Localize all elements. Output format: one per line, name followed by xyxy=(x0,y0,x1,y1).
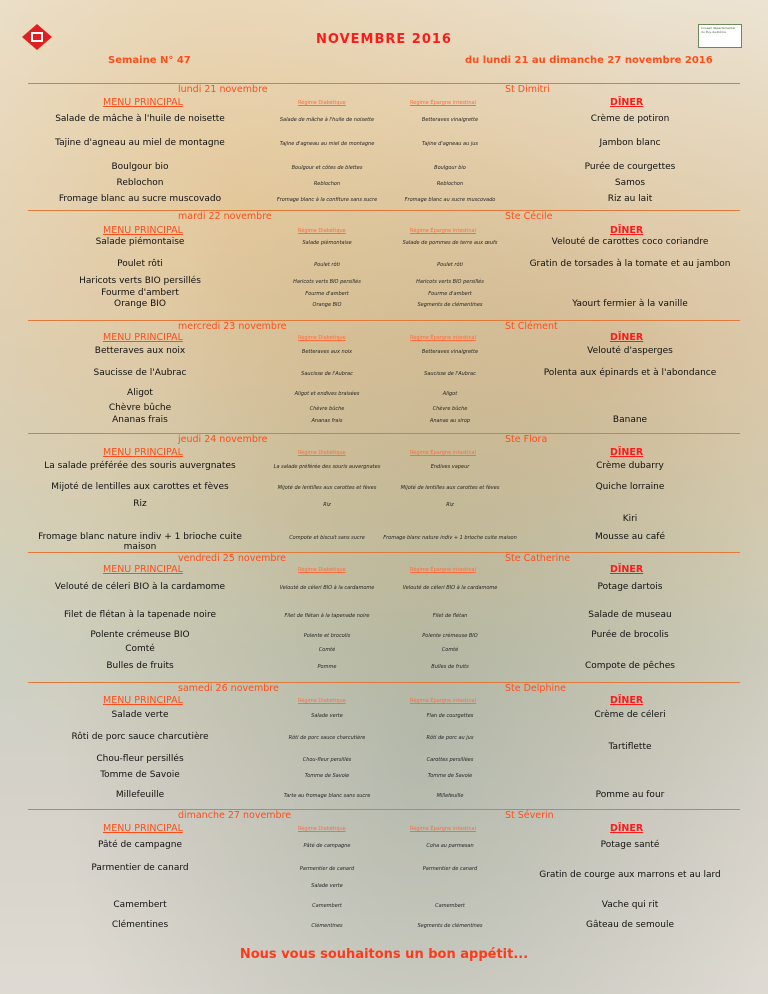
diner-heading: DÎNER xyxy=(610,447,644,458)
diabetes-dish: Ananas frais xyxy=(311,418,343,424)
gentle-dish: Carottes persillées xyxy=(426,757,474,763)
gentle-dish: Endives vapeur xyxy=(430,464,470,470)
main-dish: Fromage blanc au sucre muscovado xyxy=(58,194,222,204)
diabetes-dish: Camembert xyxy=(312,903,342,909)
diabetes-dish: Salade verte xyxy=(311,883,343,889)
day-title: jeudi 24 novembre xyxy=(178,434,268,445)
gentle-dish: Riz xyxy=(446,502,454,508)
main-dish: La salade préférée des souris auvergnates xyxy=(44,461,236,471)
week-number: Semaine N° 47 xyxy=(108,55,191,66)
diner-dish: Salade de museau xyxy=(588,610,672,620)
gentle-dish: Haricots verts BIO persillés xyxy=(416,279,484,285)
diner-dish: Compote de pêches xyxy=(585,661,675,671)
main-dish: Orange BIO xyxy=(113,299,167,309)
diner-dish: Gratin de courge aux marrons et au lard xyxy=(539,870,721,880)
gentle-dish: Coha au parmesan xyxy=(426,843,474,849)
diabetes-dish: Filet de flétan à la tapenade noire xyxy=(284,613,370,619)
main-dish: Saucisse de l'Aubrac xyxy=(93,368,187,378)
diner-dish: Purée de brocolis xyxy=(591,630,669,640)
diet-diabetes-heading: Régime Diabétique xyxy=(298,826,346,832)
main-dish: Comté xyxy=(125,644,155,654)
diabetes-dish: Compote et biscuit sans sucre xyxy=(289,535,365,541)
main-dish: Mijoté de lentilles aux carottes et fèves xyxy=(51,482,229,492)
main-dish: Chou-fleur persillés xyxy=(96,754,184,764)
diabetes-dish: Fromage blanc à la confiture sans sucre xyxy=(276,197,378,203)
diner-dish: Jambon blanc xyxy=(599,138,661,148)
main-dish: Poulet rôti xyxy=(117,259,163,269)
main-dish: Salade de mâche à l'huile de noisette xyxy=(55,114,225,124)
saint-name: Ste Catherine xyxy=(505,553,571,564)
diner-dish: Banane xyxy=(612,415,648,425)
gentle-dish: Fourme d'ambert xyxy=(428,291,472,297)
gentle-dish: Flan de courgettes xyxy=(426,713,474,719)
date-range: du lundi 21 au dimanche 27 novembre 2016 xyxy=(465,55,713,66)
gentle-dish: Segments de clémentines xyxy=(417,302,483,308)
diabetes-dish: Mijoté de lentilles aux carottes et fèves xyxy=(277,485,377,491)
menu-principal-heading: MENU PRINCIPAL xyxy=(103,564,183,575)
diabetes-dish: La salade préférée des souris auvergnates xyxy=(273,464,381,470)
menu-principal-heading: MENU PRINCIPAL xyxy=(103,332,183,343)
day-separator xyxy=(28,320,740,321)
gentle-dish: Poulet rôti xyxy=(437,262,463,268)
diner-dish: Crème de céleri xyxy=(594,710,666,720)
diner-dish: Pomme au four xyxy=(595,790,665,800)
gentle-dish: Camembert xyxy=(435,903,465,909)
saint-name: Ste Delphine xyxy=(505,683,566,694)
diabetes-dish: Polente et brocolis xyxy=(303,633,351,639)
gentle-dish: Ananas au sirop xyxy=(429,418,471,424)
menu-principal-heading: MENU PRINCIPAL xyxy=(103,97,183,108)
day-title: mardi 22 novembre xyxy=(178,211,272,222)
menu-principal-heading: MENU PRINCIPAL xyxy=(103,225,183,236)
diner-dish: Riz au lait xyxy=(607,194,653,204)
gentle-dish: Velouté de céleri BIO à la cardamome xyxy=(402,585,498,591)
gentle-dish: Filet de flétan xyxy=(432,613,468,619)
main-dish: Polente crémeuse BIO xyxy=(90,630,190,640)
diet-diabetes-heading: Régime Diabétique xyxy=(298,450,346,456)
gentle-dish: Reblochon xyxy=(436,181,464,187)
diet-gentle-heading: Régime Épargne intestinal xyxy=(410,698,476,704)
diabetes-dish: Chèvre bûche xyxy=(309,406,345,412)
day-title: mercredi 23 novembre xyxy=(178,321,287,332)
diabetes-dish: Tajine d'agneau au miel de montagne xyxy=(279,141,375,147)
day-title: lundi 21 novembre xyxy=(178,84,268,95)
diabetes-dish: Poulet rôti xyxy=(314,262,340,268)
page-title: NOVEMBRE 2016 xyxy=(316,32,452,47)
diner-dish: Gratin de torsades à la tomate et au jambon xyxy=(529,259,731,269)
gentle-dish: Aligot xyxy=(442,391,458,397)
main-dish: Camembert xyxy=(113,900,167,910)
menu-principal-heading: MENU PRINCIPAL xyxy=(103,447,183,458)
saint-name: Ste Flora xyxy=(505,434,548,445)
diabetes-dish: Riz xyxy=(323,502,331,508)
diabetes-dish: Pomme xyxy=(317,664,337,670)
day-separator xyxy=(28,433,740,434)
diner-heading: DÎNER xyxy=(610,225,644,236)
diabetes-dish: Chou-fleur persillés xyxy=(302,757,352,763)
diet-gentle-heading: Régime Épargne intestinal xyxy=(410,450,476,456)
diner-dish: Crème de potiron xyxy=(590,114,670,124)
diner-heading: DÎNER xyxy=(610,332,644,343)
main-dish: Reblochon xyxy=(116,178,164,188)
gentle-dish: Polente crémeuse BIO xyxy=(422,633,478,639)
diner-dish: Potage dartois xyxy=(597,582,663,592)
main-dish: Millefeuille xyxy=(115,790,165,800)
diet-gentle-heading: Régime Épargne intestinal xyxy=(410,335,476,341)
main-dish: Clémentines xyxy=(111,920,169,930)
main-dish: Tomme de Savoie xyxy=(100,770,180,780)
diabetes-dish: Salade de mâche à l'huile de noisette xyxy=(279,117,375,123)
diabetes-dish: Tarte au fromage blanc sans sucre xyxy=(283,793,371,799)
diner-heading: DÎNER xyxy=(610,695,644,706)
main-dish: Salade piémontaise xyxy=(95,237,185,247)
diner-dish: Velouté de carottes coco coriandre xyxy=(551,237,709,247)
gentle-dish: Salade de pommes de terre aux œufs xyxy=(402,240,498,246)
saint-name: St Clément xyxy=(505,321,558,332)
diabetes-dish: Velouté de céleri BIO à la cardamome xyxy=(279,585,375,591)
diabetes-dish: Boulgour et côtes de blettes xyxy=(291,165,363,171)
gentle-dish: Boulgour bio xyxy=(434,165,466,171)
gentle-dish: Fromage blanc nature indiv + 1 brioche cuite maison xyxy=(383,535,517,541)
diner-heading: DÎNER xyxy=(610,564,644,575)
main-dish: Pâté de campagne xyxy=(98,840,182,850)
main-dish: Haricots verts BIO persillés xyxy=(79,276,201,286)
diabetes-dish: Orange BIO xyxy=(312,302,342,308)
diet-diabetes-heading: Régime Diabétique xyxy=(298,228,346,234)
menu-principal-heading: MENU PRINCIPAL xyxy=(103,695,183,706)
diet-gentle-heading: Régime Épargne intestinal xyxy=(410,228,476,234)
diner-dish: Quiche lorraine xyxy=(595,482,665,492)
diet-gentle-heading: Régime Épargne intestinal xyxy=(410,826,476,832)
diet-diabetes-heading: Régime Diabétique xyxy=(298,100,346,106)
gentle-dish: Fromage blanc au sucre muscovado xyxy=(404,197,496,203)
diabetes-dish: Saucisse de l'Aubrac xyxy=(301,371,353,377)
gentle-dish: Bulles de fruits xyxy=(431,664,469,670)
gentle-dish: Millefeuille xyxy=(436,793,464,799)
diabetes-dish: Fourme d'ambert xyxy=(305,291,349,297)
gentle-dish: Saucisse de l'Aubrac xyxy=(424,371,476,377)
diner-dish: Yaourt fermier à la vanille xyxy=(572,299,688,309)
main-dish: Fourme d'ambert xyxy=(101,288,179,298)
footer-message: Nous vous souhaitons un bon appétit... xyxy=(239,947,529,962)
diabetes-dish: Pâté de campagne xyxy=(303,843,351,849)
main-dish: Tajine d'agneau au miel de montagne xyxy=(55,138,225,148)
diet-gentle-heading: Régime Épargne intestinal xyxy=(410,100,476,106)
gentle-dish: Tajine d'agneau au jus xyxy=(421,141,479,147)
main-dish: Velouté de céleri BIO à la cardamome xyxy=(54,582,226,592)
diabetes-dish: Aligot et endives braisées xyxy=(294,391,360,397)
diet-diabetes-heading: Régime Diabétique xyxy=(298,698,346,704)
diner-dish: Crème dubarry xyxy=(596,461,664,471)
saint-name: Ste Cécile xyxy=(505,211,553,222)
gentle-dish: Betteraves vinaigrette xyxy=(421,349,479,355)
diner-dish: Polenta aux épinards et à l'abondance xyxy=(543,368,717,378)
diner-dish: Gâteau de semoule xyxy=(586,920,674,930)
diabetes-dish: Salade verte xyxy=(311,713,343,719)
main-dish: Ananas frais xyxy=(112,415,168,425)
main-dish: Rôti de porc sauce charcutière xyxy=(71,732,209,742)
diner-dish: Purée de courgettes xyxy=(584,162,676,172)
diner-heading: DÎNER xyxy=(610,823,644,834)
gentle-dish: Mijoté de lentilles aux carottes et fèves xyxy=(400,485,500,491)
day-title: samedi 26 novembre xyxy=(178,683,279,694)
gentle-dish: Comté xyxy=(441,647,459,653)
diabetes-dish: Tomme de Savoie xyxy=(304,773,350,779)
diner-dish: Mousse au café xyxy=(594,532,665,542)
gentle-dish: Parmentier de canard xyxy=(422,866,478,872)
main-dish: Aligot xyxy=(127,388,153,398)
main-dish: Parmentier de canard xyxy=(91,863,189,873)
diner-dish: Velouté d'asperges xyxy=(587,346,673,356)
day-separator xyxy=(28,210,740,211)
day-separator xyxy=(28,682,740,683)
diabetes-dish: Clémentines xyxy=(311,923,343,929)
main-dish: Salade verte xyxy=(111,710,169,720)
diabetes-dish: Salade piémontaise xyxy=(302,240,352,246)
main-dish: Betteraves aux noix xyxy=(94,346,186,356)
diabetes-dish: Comté xyxy=(318,647,336,653)
gentle-dish: Rôti de porc au jus xyxy=(426,735,474,741)
diner-dish: Tartiflette xyxy=(608,742,652,752)
diet-diabetes-heading: Régime Diabétique xyxy=(298,567,346,573)
diner-heading: DÎNER xyxy=(610,97,644,108)
diet-diabetes-heading: Régime Diabétique xyxy=(298,335,346,341)
day-separator xyxy=(28,552,740,553)
diet-gentle-heading: Régime Épargne intestinal xyxy=(410,567,476,573)
day-title: vendredi 25 novembre xyxy=(178,553,286,564)
day-title: dimanche 27 novembre xyxy=(178,810,292,821)
main-dish: Chèvre bûche xyxy=(108,403,172,413)
day-separator xyxy=(28,809,740,810)
menu-principal-heading: MENU PRINCIPAL xyxy=(103,823,183,834)
diabetes-dish: Haricots verts BIO persillés xyxy=(293,279,361,285)
saint-name: St Séverin xyxy=(505,810,554,821)
diner-dish: Samos xyxy=(614,178,646,188)
diner-dish: Vache qui rit xyxy=(601,900,659,910)
diabetes-dish: Rôti de porc sauce charcutière xyxy=(288,735,366,741)
main-dish: Filet de flétan à la tapenade noire xyxy=(63,610,216,620)
day-separator xyxy=(28,83,740,84)
diner-dish: Potage santé xyxy=(600,840,660,850)
main-dish: Riz xyxy=(133,499,147,509)
diner-dish: Kiri xyxy=(622,514,638,524)
diabetes-dish: Betteraves aux noix xyxy=(301,349,353,355)
department-logo-text: Conseil départemental du Puy-de-Dôme xyxy=(701,26,736,34)
gentle-dish: Tomme de Savoie xyxy=(427,773,473,779)
diabetes-dish: Reblochon xyxy=(313,181,341,187)
main-dish: Boulgour bio xyxy=(111,162,169,172)
gentle-dish: Segments de clémentines xyxy=(417,923,483,929)
diabetes-dish: Parmentier de canard xyxy=(299,866,355,872)
main-dish: Fromage blanc nature indiv + 1 brioche cuite maison xyxy=(38,532,242,552)
gentle-dish: Betteraves vinaigrette xyxy=(421,117,479,123)
gentle-dish: Chèvre bûche xyxy=(432,406,468,412)
saint-name: St Dimitri xyxy=(505,84,550,95)
main-dish: Bulles de fruits xyxy=(106,661,174,671)
